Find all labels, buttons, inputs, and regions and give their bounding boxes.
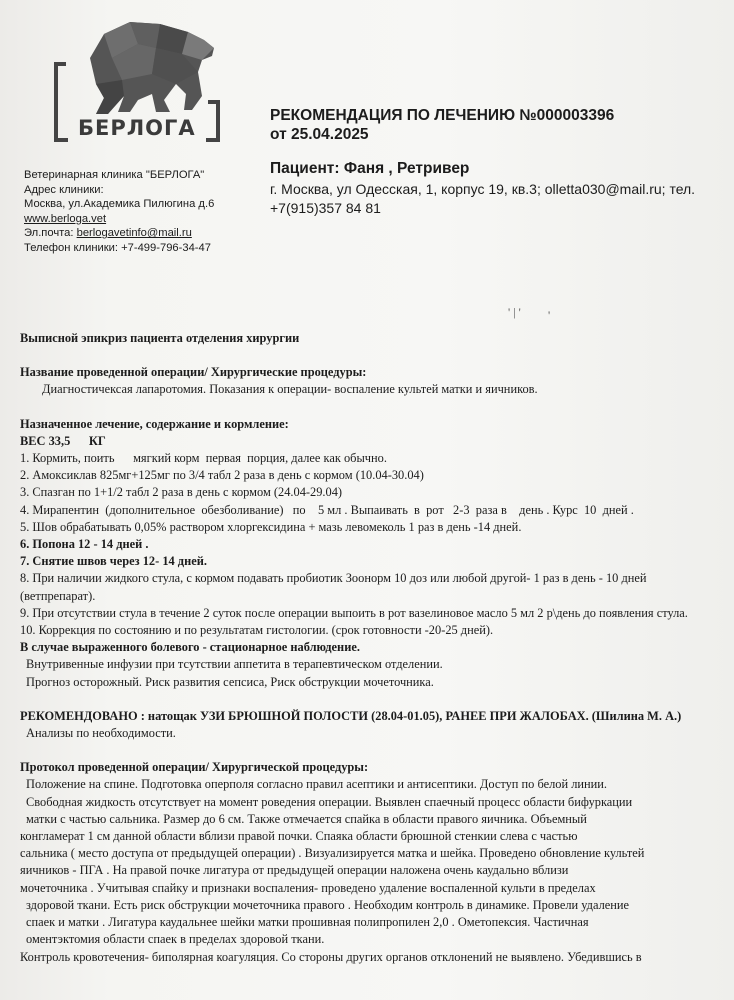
clinic-info	[24, 168, 214, 256]
treatment-item: 7. Снятие швов через 12- 14 дней.	[20, 554, 207, 569]
logo-text: БЕРЛОГА	[78, 116, 196, 140]
epicrisis-title: Выписной эпикриз пациента отделения хирургии	[20, 331, 300, 345]
title-date: от 25.04.2025	[270, 126, 369, 143]
title-number: РЕКОМЕНДАЦИЯ ПО ЛЕЧЕНИЮ №000003396	[270, 107, 615, 124]
patient-info	[270, 159, 725, 218]
clinic-email-link[interactable]: berlogavetinfo@mail.ru	[76, 227, 192, 240]
patient-name: Пациент: Фаня , Ретривер	[270, 160, 470, 177]
protocol-line: яичников - ПГА . На правой почке лигатура от предыдущей операции наложена очень каудально вблизи	[20, 863, 569, 878]
treatment-item: 10. Коррекция по состоянию и по результатам гистологии. (срок готовности -20-25 дней).	[20, 623, 494, 638]
clinic-name: Ветеринарная клиника "БЕРЛОГА"	[24, 169, 205, 181]
treatment-heading: Назначенное лечение, содержание и кормление:	[20, 416, 289, 431]
protocol-line: оментэктомия области спаек в пределах здоровой ткани.	[26, 932, 325, 947]
protocol-line: матки с частью сальника. Размер до 6 см. Также отмечается спайка в области правого яичника. Объемный	[26, 811, 587, 826]
weight: ВЕС 33,5 КГ	[20, 433, 106, 448]
clinic-address: Москва, ул.Академика Пилюгина д.6	[24, 198, 215, 211]
operation-text: Диагностичексая лапаротомия. Показания к операции- воспаление культей матки и яичников.	[42, 382, 538, 397]
clinic-email-label: Эл.почта:	[24, 227, 77, 240]
treatment-item: 2. Амоксиклав 825мг+125мг по 3/4 табл 2 раза в день с кормом (10.04-30.04)	[20, 468, 424, 483]
operation-heading: Название проведенной операции/ Хирургические процедуры:	[20, 365, 367, 380]
epicrisis-body	[20, 330, 720, 966]
clinic-address-label: Адрес клиники:	[24, 183, 104, 196]
protocol-line: здоровой ткани. Есть риск обструкции мочеточника правого . Необходим контроль в динамике. Провели удаление	[26, 897, 630, 912]
protocol-last-line: Контроль кровотечения- биполярная коагуляция. Со стороны других органов отклонений не выявлено. Убедившись в	[20, 949, 642, 964]
clinic-phone: Телефон клиники: +7-499-796-34-47	[24, 241, 211, 254]
protocol-line: сальника ( место доступа от предыдущей операции) . Визуализируется матка и шейка. Проведено обновление культей	[20, 846, 645, 861]
scan-mark: ' | '	[508, 305, 521, 319]
patient-address: г. Москва, ул Одесская, 1, корпус 19, кв.3; olletta030@mail.ru; тел. +7(915)357 84 81	[270, 181, 696, 216]
treatment-item: 8. При наличии жидкого стула, с кормом подавать пробиотик Зоонорм 10 доз или любой другой- 1 раз в день - 10 дней (ветпрепарат).	[20, 571, 647, 603]
analyses-text: Анализы по необходимости.	[26, 726, 176, 741]
treatment-item: 9. При отсутствии стула в течение 2 суток после операции выпоить в рот вазелиновое масло 5 мл 2 р\день до появления стула.	[20, 605, 688, 620]
treatment-item: 5. Шов обрабатывать 0,05% раствором хлоргексидина + мазь левомеколь 1 раз в день -14 дней.	[20, 519, 522, 534]
protocol-line: конгламерат 1 см данной области вблизи правой почки. Спаяка области брюшной стенкии слева с частью	[20, 829, 578, 844]
clinic-website-link[interactable]: www.berloga.vet	[24, 212, 107, 225]
protocol-line: спаек и матки . Лигатура каудальнее шейки матки прошивная полипропилен 2,0 . Ометопексия. Частичная	[26, 915, 589, 930]
infusion-text: Внутривенные инфузии при тсутствии аппетита в терапевтическом отделении.	[26, 657, 443, 672]
treatment-item: 1. Кормить, поить мягкий корм первая порция, далее как обычно.	[20, 451, 387, 466]
protocol-line: Положение на спине. Подготовка оперполя согласно правил асептики и антисептики. Доступ по белой линии.	[26, 777, 608, 792]
protocol-heading: Протокол проведенной операции/ Хирургической процедуры:	[20, 760, 369, 775]
treatment-item: 3. Спазган по 1+1/2 табл 2 раза в день с кормом (24.04-29.04)	[20, 485, 343, 500]
scan-mark: '	[548, 308, 551, 322]
protocol-line: Свободная жидкость отсутствует на момент роведения операции. Выявлен спаечный процесс области бифуркации	[26, 794, 633, 809]
prognosis-text: Прогноз осторожный. Риск развития сепсиса, Риск обструкции мочеточника.	[26, 674, 434, 689]
pain-heading: В случае выраженного болевого - стационарное наблюдение.	[20, 640, 360, 655]
treatment-item: 4. Мирапентин (дополнительное обезболивание) по 5 мл . Выпаивать в рот 2-3 раза в день . Курс 10 дней .	[20, 502, 634, 517]
recommendation-title	[270, 106, 614, 144]
treatment-item: 6. Попона 12 - 14 дней .	[20, 537, 149, 552]
recommendation-text: РЕКОМЕНДОВАНО : натощак УЗИ БРЮШНОЙ ПОЛОСТИ (28.04-01.05), РАНЕЕ ПРИ ЖАЛОБАХ. (Шилина М. А.)	[20, 708, 682, 723]
protocol-line: мочеточника . Учитывая спайку и признаки воспаления- проведено удаление воспаленной культи в пределах	[20, 880, 596, 895]
